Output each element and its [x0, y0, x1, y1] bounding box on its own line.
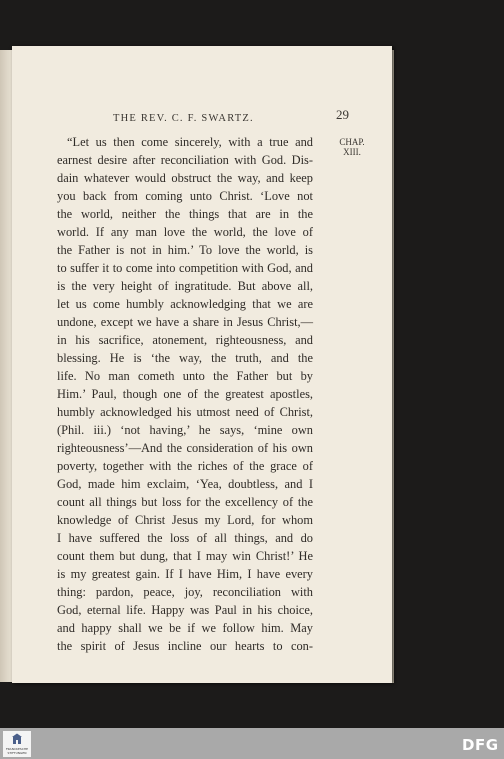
text-line: God, eternal life. Happy was Paul in his choice,: [57, 603, 313, 617]
marginal-chapter-number: XIII.: [343, 147, 361, 157]
institution-logo[interactable]: [3, 731, 31, 757]
text-line: world. If any man love the world, the love of: [57, 225, 313, 239]
logo-caption-line: FRANCKESCHE: [5, 747, 29, 751]
text-line: to suffer it to come into competition with God, and: [57, 261, 313, 275]
text-line: you back from coming unto Christ. ‘Love not: [57, 189, 313, 203]
text-line: is my greatest gain. If I have Him, I have every: [57, 567, 313, 581]
text-line: the world, neither the things that are in the: [57, 207, 313, 221]
page-number: 29: [336, 107, 349, 122]
text-line: the spirit of Jesus incline our hearts to con-: [57, 639, 313, 653]
text-line: let us come humbly acknowledging that we are: [57, 297, 313, 311]
text-line: (Phil. iii.) ‘not having,’ he says, ‘mine own: [57, 423, 313, 437]
text-line: and happy shall we be if we follow him. May: [57, 621, 313, 635]
running-head: THE REV. C. F. SWARTZ.: [113, 113, 254, 124]
text-line: undone, except we have a share in Jesus Christ,—: [57, 315, 313, 329]
text-line: count them but dung, that I may win Christ!’ He: [57, 549, 313, 563]
text-line: righteousness’—And the consideration of his own: [57, 441, 313, 455]
text-line: humbly acknowledged his utmost need of Christ,: [57, 405, 313, 419]
chapter-marginal-note: [330, 137, 374, 157]
text-line: I have suffered the loss of all things, and do: [57, 531, 313, 545]
marginal-chap: CHAP.: [339, 137, 365, 147]
text-line: the Father is not in him.’ To love the world, is: [57, 243, 313, 257]
text-line: is the very height of ingratitude. But above all,: [57, 279, 313, 293]
text-line: God, made him exclaim, ‘Yea, doubtless, and I: [57, 477, 313, 491]
viewer-footer-bar: [0, 728, 504, 759]
logo-caption-line: STIFTUNGEN: [7, 751, 27, 755]
text-line: Him.’ Paul, though one of the greatest apostles,: [57, 387, 313, 401]
text-line: blessing. He is ‘the way, the truth, and the: [57, 351, 313, 365]
text-line: poverty, together with the riches of the grace of: [57, 459, 313, 473]
dfg-logo[interactable]: DFG: [462, 736, 499, 754]
text-line: knowledge of Christ Jesus my Lord, for whom: [57, 513, 313, 527]
text-line: “Let us then come sincerely, with a true and: [67, 135, 313, 149]
text-line: count all things but loss for the excellency of the: [57, 495, 313, 509]
body-text: [57, 133, 313, 655]
logo-caption: [3, 747, 31, 755]
text-line: earnest desire after reconciliation with God. Dis-: [57, 153, 313, 167]
text-line: dain whatever would obstruct the way, and keep: [57, 171, 313, 185]
text-line: thing: pardon, peace, joy, reconciliation with: [57, 585, 313, 599]
institution-emblem-icon: [11, 733, 23, 745]
text-line: life. No man cometh unto the Father but by: [57, 369, 313, 383]
text-line: in his sacrifice, atonement, righteousness, and: [57, 333, 313, 347]
